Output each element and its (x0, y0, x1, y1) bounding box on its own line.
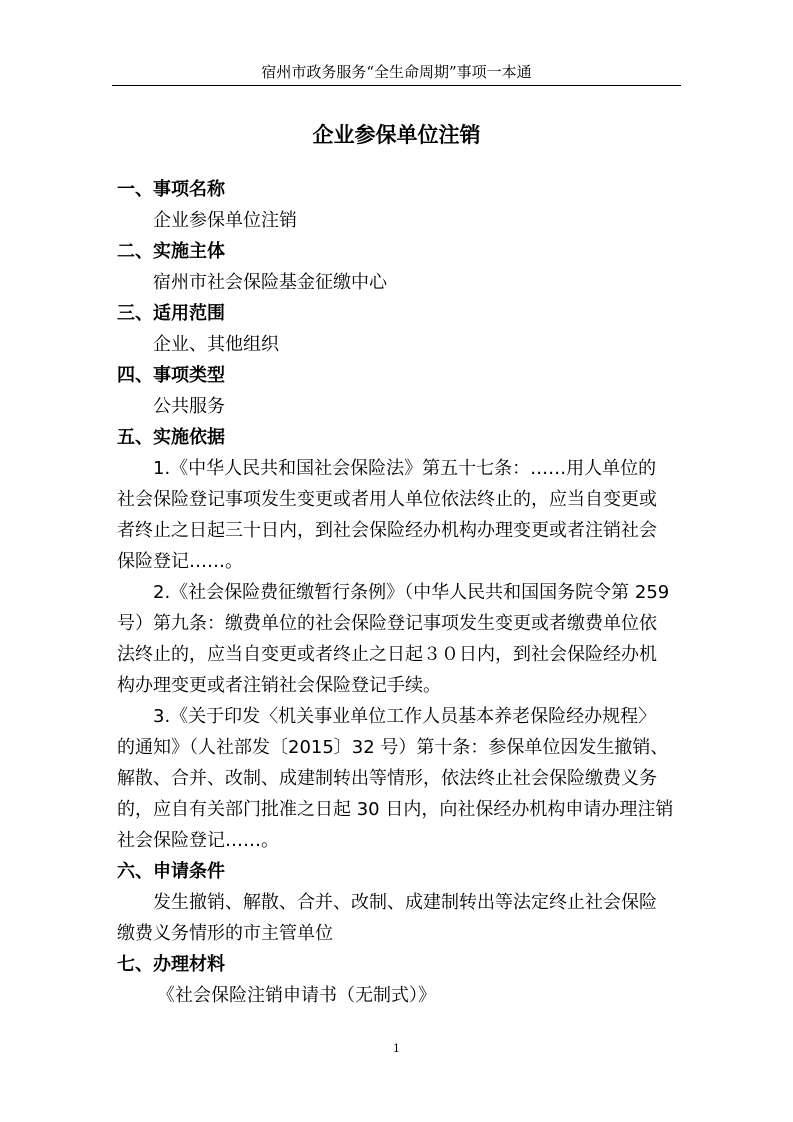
section-heading-implementer: 二、实施主体 (117, 241, 225, 262)
basis-2-line-1: 2.《社会保险费征缴暂行条例》（中华人民共和国国务院令第 259 (153, 582, 670, 603)
section-heading-basis: 五、实施依据 (117, 427, 225, 448)
materials-item: 《社会保险注销申请书（无制式）》 (157, 985, 436, 1006)
basis-1-line-3: 者终止之日起三十日内，到社会保险经办机构办理变更或者注销社会 (117, 520, 657, 541)
conditions-line-2: 缴费义务情形的市主管单位 (117, 923, 333, 944)
basis-2-line-3: 法终止的，应当自变更或者终止之日起３０日内，到社会保险经办机 (117, 644, 657, 665)
basis-3-line-2: 的通知》（人社部发〔2015〕32 号）第十条：参保单位因发生撤销、 (117, 737, 669, 758)
section-content-implementer: 宿州市社会保险基金征缴中心 (153, 272, 387, 293)
basis-2-line-2: 号）第九条：缴费单位的社会保险登记事项发生变更或者缴费单位依 (117, 613, 657, 634)
section-content-scope: 企业、其他组织 (153, 334, 279, 355)
section-content-item-name: 企业参保单位注销 (153, 210, 297, 231)
basis-1-line-4: 保险登记……。 (117, 551, 243, 572)
header-text: 宿州市政务服务“全生命周期”事项一本通 (261, 63, 532, 81)
basis-3-line-3: 解散、合并、改制、成建制转出等情形，依法终止社会保险缴费义务 (117, 768, 657, 789)
basis-1-line-2: 社会保险登记事项发生变更或者用人单位依法终止的，应当自变更或 (117, 489, 657, 510)
section-heading-scope: 三、适用范围 (117, 303, 225, 324)
page-header (0, 62, 793, 82)
document-body (117, 174, 683, 1011)
conditions-line-1: 发生撤销、解散、合并、改制、成建制转出等法定终止社会保险 (153, 892, 657, 913)
basis-3-line-5: 社会保险登记……。 (117, 830, 279, 851)
page-number: 1 (393, 1042, 400, 1055)
section-heading-conditions: 六、申请条件 (117, 861, 225, 882)
section-content-type: 公共服务 (153, 396, 225, 417)
section-heading-materials: 七、办理材料 (117, 954, 225, 975)
header-rule (112, 85, 681, 86)
section-heading-type: 四、事项类型 (117, 365, 225, 386)
basis-3-line-1: 3.《关于印发〈机关事业单位工作人员基本养老保险经办规程〉 (153, 706, 657, 727)
section-heading-item-name: 一、事项名称 (117, 179, 225, 200)
basis-1-line-1: 1.《中华人民共和国社会保险法》第五十七条：……用人单位的 (153, 458, 657, 479)
basis-2-line-4: 构办理变更或者注销社会保险登记手续。 (117, 675, 441, 696)
basis-3-line-4: 的，应自有关部门批准之日起 30 日内，向社保经办机构申请办理注销 (117, 799, 674, 820)
document-title: 企业参保单位注销 (312, 123, 481, 147)
